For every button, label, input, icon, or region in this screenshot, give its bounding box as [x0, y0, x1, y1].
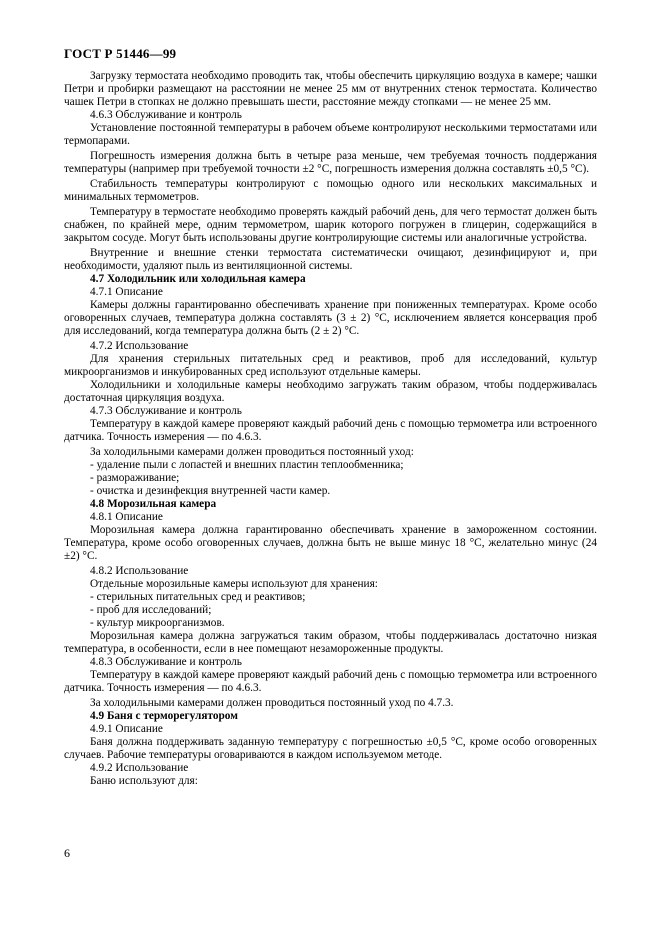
paragraph: Установление постоянной температуры в рабочем объеме контролируют несколькими термостатами или термопарами.: [64, 122, 597, 147]
paragraph: Камеры должны гарантированно обеспечивать хранение при пониженных температурах. Кроме особо оговоренных случаев, температура должна составлять (3 ± 2) °С, исключением является консервация проб для исследований, когда температура должна быть (2 ± 2) °С.: [64, 299, 597, 337]
paragraph: Морозильная камера должна гарантированно обеспечивать хранение в замороженном состоянии. Температура, кроме особо оговоренных случаев, должна быть не выше минус 18 °С, желательно минус (24 ±2) °С.: [64, 524, 597, 562]
paragraph: Морозильная камера должна загружаться таким образом, чтобы поддерживалась достаточно низкая температура, в особенности, если в нее помещают незамороженные продукты.: [64, 630, 597, 655]
paragraph: Внутренние и внешние стенки термостата систематически очищают, дезинфицируют и, при необходимости, удаляют пыль из вентиляционной системы.: [64, 247, 597, 272]
list-item: - культур микроорганизмов.: [90, 617, 225, 629]
paragraph: Баня должна поддерживать заданную температуру с погрешностью ±0,5 °С, кроме особо оговоренных случаев. Рабочие температуры оговариваются в каждом используемом методе.: [64, 736, 597, 761]
subsection-heading: 4.7.3 Обслуживание и контроль: [90, 405, 242, 417]
paragraph: За холодильными камерами должен проводиться постоянный уход по 4.7.3.: [90, 697, 454, 709]
subsection-heading: 4.7.2 Использование: [90, 340, 189, 352]
paragraph: Холодильники и холодильные камеры необходимо загружать таким образом, чтобы поддерживалась достаточная циркуляция воздуха.: [64, 379, 597, 404]
document-body: [64, 70, 597, 788]
subsection-heading: 4.6.3 Обслуживание и контроль: [90, 109, 242, 121]
subsection-heading: 4.8.3 Обслуживание и контроль: [90, 656, 242, 668]
list-item: - стерильных питательных сред и реактивов;: [90, 591, 306, 603]
paragraph: Для хранения стерильных питательных сред и реактивов, проб для исследований, культур микроорганизмов и инкубированных сред используют отдельные камеры.: [64, 353, 597, 378]
paragraph: За холодильными камерами должен проводиться постоянный уход:: [90, 446, 414, 458]
paragraph: Стабильность температуры контролируют с помощью одного или нескольких максимальных и минимальных термометров.: [64, 178, 597, 203]
subsection-heading: 4.8.2 Использование: [90, 565, 189, 577]
subsection-heading: 4.7.1 Описание: [90, 286, 163, 298]
section-heading: 4.8 Морозильная камера: [90, 498, 217, 510]
paragraph: Погрешность измерения должна быть в четыре раза меньше, чем требуемая точность поддержания температуры (например при требуемой точности ±2 °С, погрешность измерения должна составлять ±0,5 °С).: [64, 150, 597, 175]
paragraph: Баню используют для:: [90, 775, 198, 787]
section-heading: 4.7 Холодильник или холодильная камера: [90, 273, 306, 285]
subsection-heading: 4.9.1 Описание: [90, 723, 163, 735]
paragraph: Температуру в каждой камере проверяют каждый рабочий день с помощью термометра или встроенного датчика. Точность измерения — по 4.6.3.: [64, 669, 597, 694]
subsection-heading: 4.9.2 Использование: [90, 762, 189, 774]
subsection-heading: 4.8.1 Описание: [90, 511, 163, 523]
list-item: - удаление пыли с лопастей и внешних пластин теплообменника;: [90, 459, 404, 471]
paragraph: Загрузку термостата необходимо проводить так, чтобы обеспечить циркуляцию воздуха в камере; чашки Петри и пробирки размещают на расстоянии не менее 25 мм от внутренних стенок термостата. Количество чашек Петри в стопках не должно превышать шести, расстояние между стопками — не менее 25 мм.: [64, 70, 597, 108]
list-item: - размораживание;: [90, 472, 180, 484]
paragraph: Температуру в термостате необходимо проверять каждый рабочий день, для чего термостат должен быть снабжен, по крайней мере, одним термометром, шарик которого погружен в глицерин, содержащийся в закрытом сосуде. Могут быть использованы другие контролирующие системы или аналогичные устройства.: [64, 206, 597, 244]
standard-header: ГОСТ Р 51446—99: [64, 46, 177, 61]
section-heading: 4.9 Баня с терморегулятором: [90, 710, 238, 722]
paragraph: Температуру в каждой камере проверяют каждый рабочий день с помощью термометра или встроенного датчика. Точность измерения — по 4.6.3.: [64, 418, 597, 443]
paragraph: Отдельные морозильные камеры используют для хранения:: [90, 578, 378, 590]
page-number: 6: [64, 846, 70, 860]
list-item: - проб для исследований;: [90, 604, 212, 616]
list-item: - очистка и дезинфекция внутренней части камер.: [90, 485, 331, 497]
